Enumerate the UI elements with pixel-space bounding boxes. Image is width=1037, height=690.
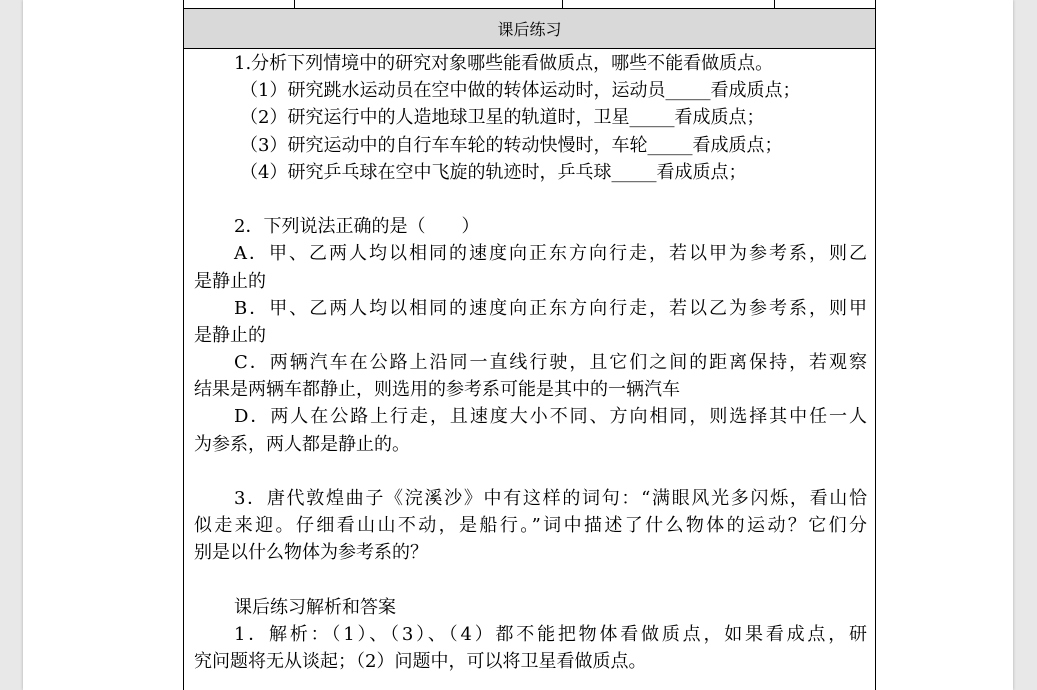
column-divider (562, 0, 563, 9)
q2-option-b-cont: 是静止的 (194, 324, 266, 346)
q1-stem: 1.分析下列情境中的研究对象哪些能看做质点，哪些不能看做质点。 (234, 53, 774, 74)
q3-text-cont: 似走来迎。仔细看山山不动，是船行。”词中描述了什么物体的运动？它们分 (194, 515, 867, 537)
q2-option-d-cont: 为参系，两人都是静止的。 (194, 433, 410, 455)
q2-stem: 2．下列说法正确的是（ ） (234, 216, 480, 238)
q2-option-b: B．甲、乙两人均以相同的速度向正东方向行走，若以乙为参考系，则甲 (234, 297, 867, 319)
table-top-row (184, 0, 875, 9)
answer-1: 1．解析：（1）、（3）、（4）都不能把物体看做质点，如果看成点，研 (234, 623, 867, 645)
q1-item: （4）研究乒乓球在空中飞旋的轨迹时，乒乓球_____看成质点； (240, 161, 747, 183)
q2-option-d: D．两人在公路上行走，且速度大小不同、方向相同，则选择其中任一人 (234, 406, 867, 428)
q3-text: 3．唐代敦煌曲子《浣溪沙》中有这样的词句：“满眼风光多闪烁，看山恰 (234, 488, 867, 509)
q1-item: （1）研究跳水运动员在空中做的转体运动时，运动员_____看成质点； (240, 80, 801, 102)
exercise-table (183, 0, 876, 690)
document-page (23, 0, 1013, 690)
section-title: 课后练习 (497, 20, 562, 39)
section-header (184, 9, 875, 49)
column-divider (294, 0, 295, 9)
column-divider (774, 0, 775, 9)
q2-option-c: C．两辆汽车在公路上沿同一直线行驶，且它们之间的距离保持，若观察 (234, 352, 867, 374)
exercise-content (194, 50, 867, 675)
q1-item: （3）研究运动中的自行车车轮的转动快慢时，车轮_____看成质点； (240, 134, 783, 156)
q2-option-a: A．甲、乙两人均以相同的速度向正东方向行走，若以甲为参考系，则乙 (234, 243, 867, 265)
answers-title: 课后练习解析和答案 (234, 596, 396, 618)
spacer (194, 186, 867, 213)
q1-item: （2）研究运行中的人造地球卫星的轨道时，卫星_____看成质点； (240, 107, 765, 129)
q2-option-c-cont: 结果是两辆车都静止，则选用的参考系可能是其中的一辆汽车 (194, 379, 680, 401)
q2-option-a-cont: 是静止的 (194, 270, 266, 292)
q3-text-cont: 别是以什么物体为参考系的？ (194, 542, 428, 564)
spacer (194, 567, 867, 594)
spacer (194, 458, 867, 485)
answer-1-cont: 究问题将无从谈起；（2）问题中，可以将卫星看做质点。 (194, 651, 647, 673)
